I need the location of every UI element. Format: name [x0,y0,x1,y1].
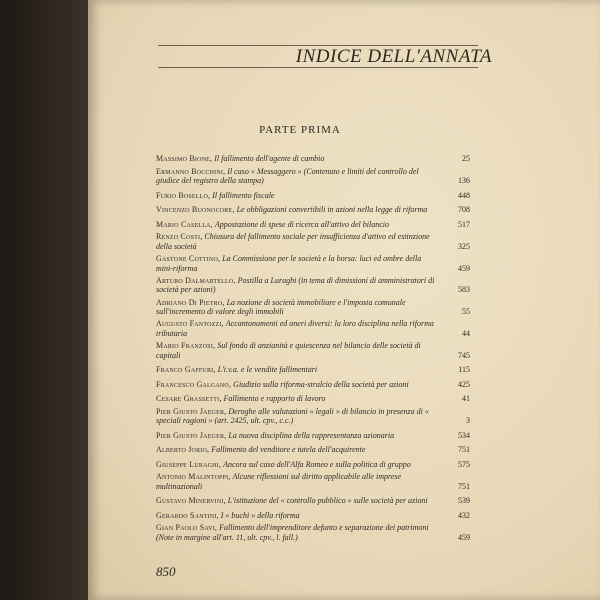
toc-title: La nuova disciplina della rappresentanza azionaria [228,430,395,440]
toc-page-number: 44 [462,328,470,338]
toc-author: Adriano Di Pietro, [156,297,225,307]
page-number-folio: 850 [156,564,176,579]
toc-page-number: 432 [458,510,470,520]
toc-title: Appostazione di spese di ricerca all'attivo del bilancio [214,219,389,229]
toc-author: Pier Giusto Jaeger, [156,430,227,440]
toc-page-number: 55 [462,307,470,317]
toc-entry [156,232,470,251]
toc-title: Il fallimento dell'agente di cambio [214,154,325,164]
toc-entry [156,319,470,338]
toc-page-number: 708 [458,205,470,215]
header-rule-bottom [158,67,478,68]
toc-author: Renzo Costi, [156,232,203,242]
toc-entry [156,254,470,273]
toc-title: L'istituzione del « controllo pubblico » sulle società per azioni [227,496,428,506]
toc-page-number: 459 [458,532,470,542]
toc-page-number: 325 [458,241,470,251]
page-header-title: INDICE DELL'ANNATA [295,46,492,67]
toc-page-number: 115 [458,365,470,375]
toc-page-number: 425 [458,379,470,389]
toc-page-number: 41 [462,394,470,404]
toc-page-number: 25 [462,154,470,164]
toc-page-number: 136 [458,176,470,186]
toc-title: Fallimento dell'imprenditore defunto e separazione dei patrimoni (Note in margine all'art. 11, ult. cpv., l. fall.) [156,523,429,542]
toc-title: Il fallimento fiscale [212,190,275,200]
toc-title: Chiusura del fallimento sociale per insufficienza d'attivo ed estinzione della società [156,232,430,251]
toc-entry [156,443,470,455]
toc-author: Vincenzo Buonocore, [156,205,235,215]
toc-author: Alberto Jorio, [156,445,210,455]
toc-page-number: 575 [458,460,470,469]
toc-entry [156,203,470,215]
toc-author: Gastone Cottino, [156,253,221,263]
toc-author: Pier Giusto Jaeger, [156,406,227,416]
toc-author: Ermanno Bocchini, [156,166,226,176]
toc-author: Gerardo Santini, [156,510,219,520]
section-title: PARTE PRIMA [259,124,341,136]
toc-title: La Commissione per le società e la borsa: luci ed ombre della mini-riforma [156,253,422,273]
toc-title: L'i.v.a. e le vendite fallimentari [217,365,318,375]
toc-page-number: 3 [466,416,470,426]
toc-title: Sul fondo di anzianità e quiescenza nel bilancio delle società di capitali [156,341,421,360]
toc-title: Deroghe alle valutazioni « legali » di bilancio in presenza di « speciali ragioni » (art. 2425, ult. cpv., c.c.) [156,406,429,426]
toc-page-number: 448 [458,190,470,200]
toc-entry [156,523,470,542]
toc-author: Cesare Grassetti, [156,394,222,404]
toc-author: Franco Gaffuri, [156,365,216,375]
toc-title: Fallimento e rapporto di lavoro [223,394,326,404]
toc-entry [156,363,470,375]
toc-author: Gustavo Minervini, [156,496,226,506]
toc-page-number: 751 [458,445,470,455]
toc-page-number: 459 [458,263,470,273]
toc-page-number: 534 [458,430,470,440]
toc-author: Augusto Fantozzi, [156,319,224,329]
toc-title: Le obbligazioni convertibili in azioni nella legge di riforma [236,205,428,215]
toc-entry [156,407,470,426]
table-of-contents [156,152,470,545]
toc-title: La nozione di società immobiliare e l'imposta comunale sull'incremento di valore degli immobili [156,297,406,317]
toc-title: Alcune riflessioni sul diritto applicabile alle imprese multinazionali [156,472,402,491]
toc-entry [156,341,470,360]
toc-entry [156,472,470,491]
toc-page-number: 745 [458,350,470,360]
toc-author: Antonio Malintoppi, [156,472,231,482]
toc-author: Giuseppe Luraghi, [156,460,222,469]
toc-author: Mario Franzosi, [156,341,216,351]
toc-entry [156,377,470,389]
toc-entry [156,298,470,317]
toc-entry [156,494,470,506]
toc-title: I « buchi » della riforma [220,510,300,520]
toc-title: Accantonamenti ed oneri diversi: la loro disciplina nella riforma tributaria [156,319,434,338]
toc-entry [156,428,470,440]
toc-author: Mario Casella, [156,219,213,229]
toc-page-number: 539 [458,496,470,506]
toc-title: Ancora sul caso dell'Alfa Romeo e sulla politica di gruppo [223,460,411,469]
book-binding-shadow [0,0,88,600]
toc-title: Postilla a Luraghi (in tema di dimissioni di amministratori di società per azioni) [156,275,435,295]
toc-author: Gian Paolo Savi, [156,523,218,533]
toc-entry [156,392,470,404]
toc-author: Furio Bosello, [156,190,211,200]
toc-entry [156,218,470,230]
toc-author: Massimo Bione, [156,154,213,164]
toc-title: Fallimento del venditore e tutela dell'acquirente [211,445,366,455]
toc-entry [156,188,470,200]
toc-page-number: 517 [458,219,470,229]
toc-author: Francesco Galgano, [156,379,232,389]
toc-page-number: 751 [458,481,470,491]
toc-entry [156,152,470,164]
toc-title: Giudizio sulla riforma-stralcio della società per azioni [233,379,409,389]
toc-page-number: 583 [458,285,470,295]
toc-entry [156,458,470,470]
toc-entry [156,276,470,295]
toc-entry [156,167,470,186]
toc-entry [156,509,470,521]
toc-author: Arturo Dalmartello, [156,275,236,285]
toc-title: Il caso « Messaggero » (Contenuto e limiti del controllo del giudice del registro della stampa) [156,166,419,186]
